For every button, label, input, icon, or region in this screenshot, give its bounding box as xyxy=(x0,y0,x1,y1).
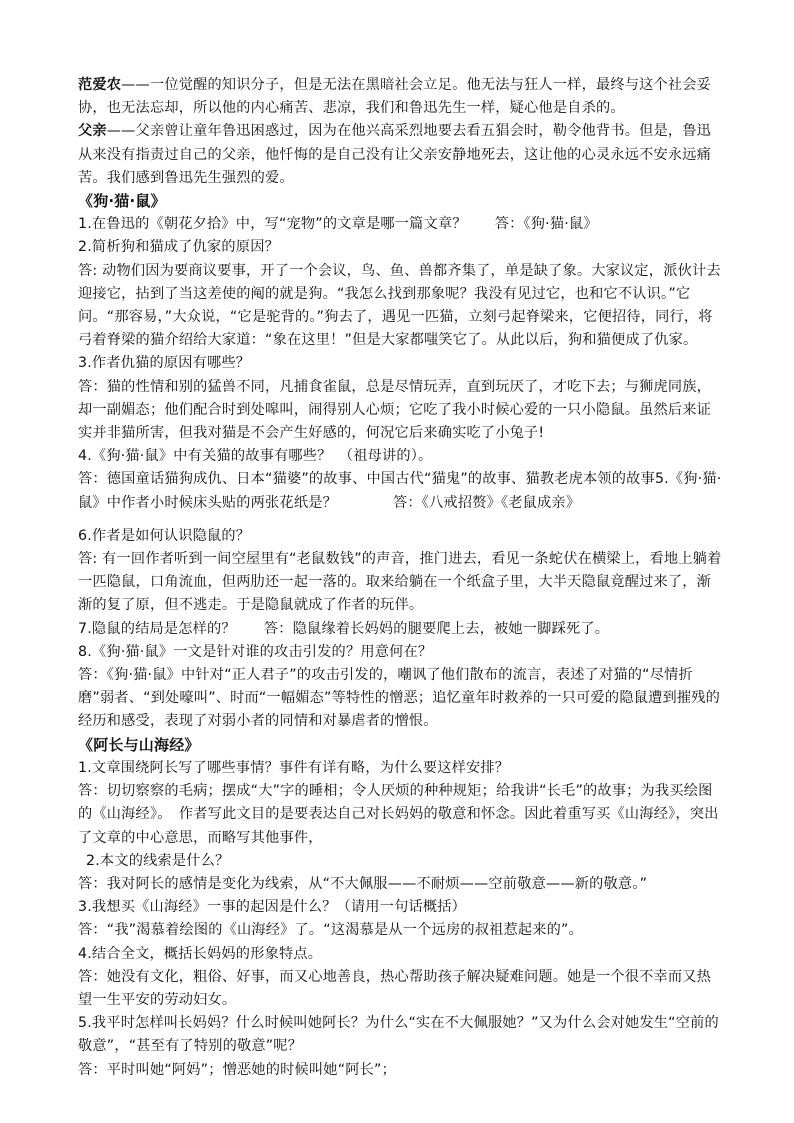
section-heading-ah-chang: 《阿长与山海经》 xyxy=(78,735,200,754)
document-page xyxy=(78,74,723,1082)
question-4: 4.《狗·猫·鼠》中有关猫的故事有哪些？ （祖母讲的）。 xyxy=(78,448,433,465)
answer-ac-5: 答：平时叫她“阿妈”；憎恶她的时候叫她“阿长”； xyxy=(78,1061,396,1078)
answer-4-and-question-5 xyxy=(78,468,723,514)
term-father: 父亲 xyxy=(78,123,107,140)
question-1-text: 1.在鲁迅的《朝花夕拾》中，写“宠物”的文章是哪一篇文章？ xyxy=(78,216,467,233)
answer-ac-4: 答：她没有文化，粗俗、好事，而又心地善良，热心帮助孩子解决疑难问题。她是一个很不幸而又热望一生平安的劳动妇女。 xyxy=(78,968,712,1008)
question-5: 5.《狗·猫·鼠》中作者小时候床头贴的两张花纸是？ xyxy=(78,471,722,511)
term-fan-ainong: 范爱农 xyxy=(78,77,122,93)
spacer xyxy=(78,515,723,525)
paragraph-fan-ainong xyxy=(78,74,723,120)
text-father: ——父亲曾让童年鲁迅困惑过，因为在他兴高采烈地要去看五猖会时，勒令他背书。但是，鲁迅从来没有指责过自己的父亲，他忏悔的是自己没有让父亲安静地死去，这让他的心灵永远不安永远痛苦。我们感到鲁迅先生强烈的爱。 xyxy=(78,123,712,186)
question-7-text: 7.隐鼠的结局是怎样的？ xyxy=(78,620,236,637)
question-ac-2: 2.本文的线索是什么？ xyxy=(86,852,230,869)
answer-5: 答：《八戒招赘》《老鼠成亲》 xyxy=(392,494,581,511)
text-fan-ainong: ——一位觉醒的知识分子，但是无法在黑暗社会立足。他无法与狂人一样，最终与这个社会妥协，也无法忘却，所以他的内心痛苦、悲凉，我们和鲁迅先生一样，疑心他是自杀的。 xyxy=(78,77,712,117)
answer-8: 答：《狗·猫·鼠》中针对“正人君子”的攻击引发的，嘲讽了他们散布的流言，表述了对猫的“尽情折磨”弱者、“到处嚎叫”、时而“一幅媚态”等特性的憎恶；追忆童年时救养的一只可爱的隐鼠遭到摧残的经历和感受，表现了对弱小者的同情和对暴虐者的憎恨。 xyxy=(78,667,721,730)
answer-ac-3: 答：“我”渴慕着绘图的《山海经》了。“这渴慕是从一个远房的叔祖惹起来的”。 xyxy=(78,922,583,939)
question-ac-1: 1.文章围绕阿长写了哪些事情？事件有详有略，为什么要这样安排？ xyxy=(78,759,510,776)
answer-ac-1: 答：切切察察的毛病；摆成“大”字的睡相；令人厌烦的种种规矩；给我讲“长毛”的故事；为我买绘图的《山海经》。 作者写此文目的是要表达自己对长妈妈的敬意和怀念。因此着重写买《山海经》，突出了文章的中心意思，而略写其他事件， xyxy=(78,783,719,846)
question-ac-5: 5.我平时怎样叫长妈妈？什么时候叫她阿长？为什么“实在不大佩服她？”又为什么会对她发生“空前的敬意”，“甚至有了特别的敬意”呢？ xyxy=(78,1015,719,1055)
question-ac-4: 4.结合全文，概括长妈妈的形象特点。 xyxy=(78,945,323,962)
question-1 xyxy=(78,213,723,236)
question-7 xyxy=(78,618,723,641)
section-heading-dog-cat-mouse: 《狗·猫·鼠》 xyxy=(78,192,166,211)
answer-2: 答: 动物们因为要商议要事，开了一个会议，鸟、鱼、兽都齐集了，单是缺了象。大家议定，派伙计去迎接它，拈到了当这差使的阄的就是狗。“我怎么找到那象呢？我没有见过它，也和它不认识。”它问。“那容易，”大众说，“它是驼背的。”狗去了，遇见一匹猫，立刻弓起脊梁来，它便招待，同行，将弓着脊梁的猫介绍给大家道：“象在这里！”但是大家都嗤笑它了。从此以后，狗和猫便成了仇家。 xyxy=(78,262,721,349)
answer-4: 答：德国童话猫狗成仇、日本“猫婆”的故事、中国古代“猫鬼”的故事、猫教老虎本领的故事 xyxy=(78,471,655,488)
answer-6: 答: 有一回作者听到一间空屋里有“老鼠数钱”的声音，推门进去，看见一条蛇伏在横梁上，看地上躺着一匹隐鼠，口角流血，但两肋还一起一落的。取来给躺在一个纸盒子里，大半天隐鼠竟醒过来了，渐渐的复了原，但不逃走。于是隐鼠就成了作者的玩伴。 xyxy=(78,551,722,614)
paragraph-father xyxy=(78,120,723,190)
question-2: 2.简析狗和猫成了仇家的原因？ xyxy=(78,239,279,256)
question-6: 6.作者是如何认识隐鼠的？ xyxy=(78,527,251,544)
answer-ac-2: 答：我对阿长的感情是变化为线索，从“不大佩服——不耐烦——空前敬意——新的敬意。” xyxy=(78,875,648,892)
answer-3: 答：猫的性情和别的猛兽不同，凡捕食雀鼠，总是尽情玩弄，直到玩厌了，才吃下去；与狮虎同族，却一副媚态；他们配合时到处嗥叫，闹得别人心烦；它吃了我小时候心爱的一只小隐鼠。虽然后来证实并非猫所害，但我对猫是不会产生好感的，何况它后来确实吃了小兔子! xyxy=(78,378,712,442)
answer-7-text: 答：隐鼠缘着长妈妈的腿要爬上去，被她一脚踩死了。 xyxy=(263,620,610,637)
answer-1-text: 答：《狗·猫·鼠》 xyxy=(494,216,598,233)
question-ac-3: 3.我想买《山海经》一事的起因是什么？（请用一句话概括） xyxy=(78,899,467,916)
question-3: 3.作者仇猫的原因有哪些？ xyxy=(78,355,251,372)
question-8: 8.《狗·猫·鼠》一文是针对谁的攻击引发的？用意何在？ xyxy=(78,643,433,660)
